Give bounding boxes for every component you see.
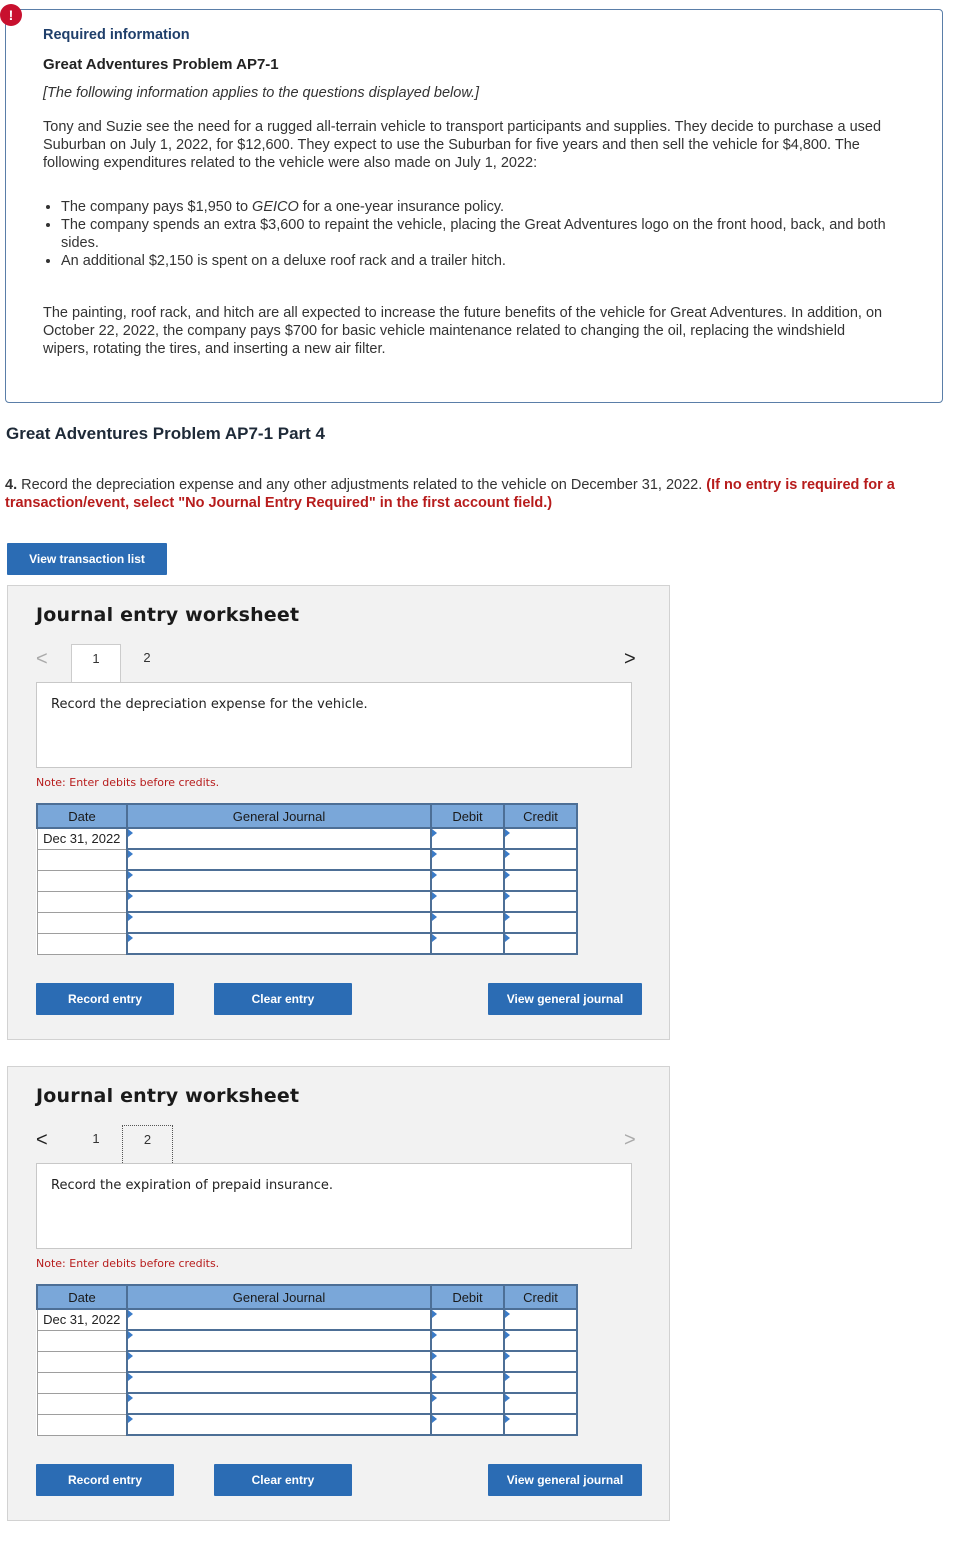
account-field[interactable] <box>127 1330 431 1351</box>
table-row <box>37 1393 577 1414</box>
journal-table <box>36 1284 578 1436</box>
problem-title: Great Adventures Problem AP7-1 <box>43 56 279 73</box>
scenario-paragraph: Tony and Suzie see the need for a rugged all-terrain vehicle to transport participants and supplies. They decide to purchase a used Suburban on July 1, 2022, for $12,600. They expect to use the Suburban for five years and then sell the vehicle for $4,800. The following expenditures related to the vehicle were also made on July 1, 2022: <box>43 119 882 171</box>
clear-entry-button[interactable]: Clear entry <box>214 1464 352 1496</box>
debit-field[interactable] <box>431 828 504 849</box>
debit-header: Debit <box>431 804 504 828</box>
debits-note: Note: Enter debits before credits. <box>36 1257 220 1270</box>
date-cell <box>37 1330 127 1351</box>
date-cell: Dec 31, 2022 <box>37 1309 127 1330</box>
tab-2[interactable]: 2 <box>143 650 151 665</box>
date-cell <box>37 933 127 954</box>
journal-worksheet-2 <box>7 1066 670 1521</box>
debit-field[interactable] <box>431 1414 504 1435</box>
debit-field[interactable] <box>431 891 504 912</box>
date-cell <box>37 1372 127 1393</box>
entry-description: Record the expiration of prepaid insurance. <box>51 1178 334 1193</box>
debit-field[interactable] <box>431 933 504 954</box>
account-field[interactable] <box>127 849 431 870</box>
tab-1[interactable]: 1 <box>92 1131 100 1146</box>
required-info-label: Required information <box>43 27 190 43</box>
entry-description-box <box>36 1163 632 1249</box>
date-cell <box>37 849 127 870</box>
alert-icon: ! <box>0 4 22 26</box>
debit-field[interactable] <box>431 870 504 891</box>
debit-header: Debit <box>431 1285 504 1309</box>
table-row <box>37 1372 577 1393</box>
debit-field[interactable] <box>431 1330 504 1351</box>
credit-field[interactable] <box>504 1372 577 1393</box>
account-field[interactable] <box>127 1393 431 1414</box>
question-text: 4. Record the depreciation expense and any other adjustments related to the vehicle on December 31, 2022. (If no entry is required for a transaction/event, select "No Journal Entry Required" in the first account field.) <box>5 477 895 511</box>
date-cell <box>37 1393 127 1414</box>
table-row <box>37 828 577 849</box>
debit-field[interactable] <box>431 849 504 870</box>
credit-header: Credit <box>504 804 577 828</box>
debit-field[interactable] <box>431 1393 504 1414</box>
account-field[interactable] <box>127 1309 431 1330</box>
list-item: • The company spends an extra $3,600 to repaint the vehicle, placing the Great Adventures logo on the front hood, back, and both sides. <box>61 216 893 252</box>
journal-worksheet-1 <box>7 585 670 1040</box>
date-header: Date <box>37 804 127 828</box>
date-cell: Dec 31, 2022 <box>37 828 127 849</box>
general-journal-header: General Journal <box>127 1285 431 1309</box>
prev-arrow-icon[interactable]: < <box>36 1129 48 1151</box>
worksheet-title: Journal entry worksheet <box>36 1085 300 1107</box>
debit-field[interactable] <box>431 1309 504 1330</box>
account-field[interactable] <box>127 870 431 891</box>
table-row <box>37 933 577 954</box>
account-field[interactable] <box>127 828 431 849</box>
credit-field[interactable] <box>504 828 577 849</box>
record-entry-button[interactable]: Record entry <box>36 1464 174 1496</box>
date-cell <box>37 891 127 912</box>
table-row <box>37 891 577 912</box>
view-general-journal-button[interactable]: View general journal <box>488 1464 642 1496</box>
entry-description-box <box>36 682 632 768</box>
record-entry-button[interactable]: Record entry <box>36 983 174 1015</box>
table-row <box>37 912 577 933</box>
tab-2[interactable]: 2 <box>122 1125 173 1165</box>
credit-field[interactable] <box>504 1351 577 1372</box>
table-row <box>37 1309 577 1330</box>
credit-header: Credit <box>504 1285 577 1309</box>
credit-field[interactable] <box>504 891 577 912</box>
additional-paragraph: The painting, roof rack, and hitch are all expected to increase the future benefits of the vehicle for Great Adventures. In addition, on October 22, 2022, the company pays $700 for basic vehicle maintenance related to changing the oil, replacing the windshield wipers, rotating the tires, and inserting a new air filter. <box>43 305 883 357</box>
account-field[interactable] <box>127 891 431 912</box>
expenditure-list <box>43 198 893 270</box>
credit-field[interactable] <box>504 912 577 933</box>
table-row <box>37 1414 577 1435</box>
credit-field[interactable] <box>504 849 577 870</box>
table-row <box>37 870 577 891</box>
part-title: Great Adventures Problem AP7-1 Part 4 <box>6 424 326 443</box>
debit-field[interactable] <box>431 1372 504 1393</box>
next-arrow-icon[interactable]: > <box>624 1129 636 1151</box>
general-journal-header: General Journal <box>127 804 431 828</box>
account-field[interactable] <box>127 933 431 954</box>
next-arrow-icon[interactable]: > <box>624 648 636 670</box>
question-instruction: (If no entry is required for a transaction/event, select "No Journal Entry Required" in the first account field.) <box>5 477 895 511</box>
credit-field[interactable] <box>504 933 577 954</box>
account-field[interactable] <box>127 1414 431 1435</box>
credit-field[interactable] <box>504 870 577 891</box>
account-field[interactable] <box>127 912 431 933</box>
tab-1[interactable]: 1 <box>71 644 121 684</box>
view-transaction-list-button[interactable]: View transaction list <box>7 543 167 575</box>
credit-field[interactable] <box>504 1309 577 1330</box>
table-row <box>37 1330 577 1351</box>
date-header: Date <box>37 1285 127 1309</box>
debit-field[interactable] <box>431 912 504 933</box>
debits-note: Note: Enter debits before credits. <box>36 776 220 789</box>
view-general-journal-button[interactable]: View general journal <box>488 983 642 1015</box>
credit-field[interactable] <box>504 1414 577 1435</box>
applies-note: [The following information applies to the questions displayed below.] <box>43 85 480 101</box>
list-item: • The company pays $1,950 to GEICO for a one-year insurance policy. <box>61 198 893 216</box>
account-field[interactable] <box>127 1372 431 1393</box>
journal-table <box>36 803 578 955</box>
credit-field[interactable] <box>504 1330 577 1351</box>
prev-arrow-icon[interactable]: < <box>36 648 48 670</box>
worksheet-title: Journal entry worksheet <box>36 604 300 626</box>
credit-field[interactable] <box>504 1393 577 1414</box>
list-item: • An additional $2,150 is spent on a deluxe roof rack and a trailer hitch. <box>61 252 893 270</box>
debit-field[interactable] <box>431 1351 504 1372</box>
table-row <box>37 849 577 870</box>
table-row <box>37 1351 577 1372</box>
date-cell <box>37 1414 127 1435</box>
date-cell <box>37 870 127 891</box>
account-field[interactable] <box>127 1351 431 1372</box>
clear-entry-button[interactable]: Clear entry <box>214 983 352 1015</box>
required-info-content <box>43 26 893 358</box>
date-cell <box>37 1351 127 1372</box>
date-cell <box>37 912 127 933</box>
entry-description: Record the depreciation expense for the vehicle. <box>51 697 368 712</box>
